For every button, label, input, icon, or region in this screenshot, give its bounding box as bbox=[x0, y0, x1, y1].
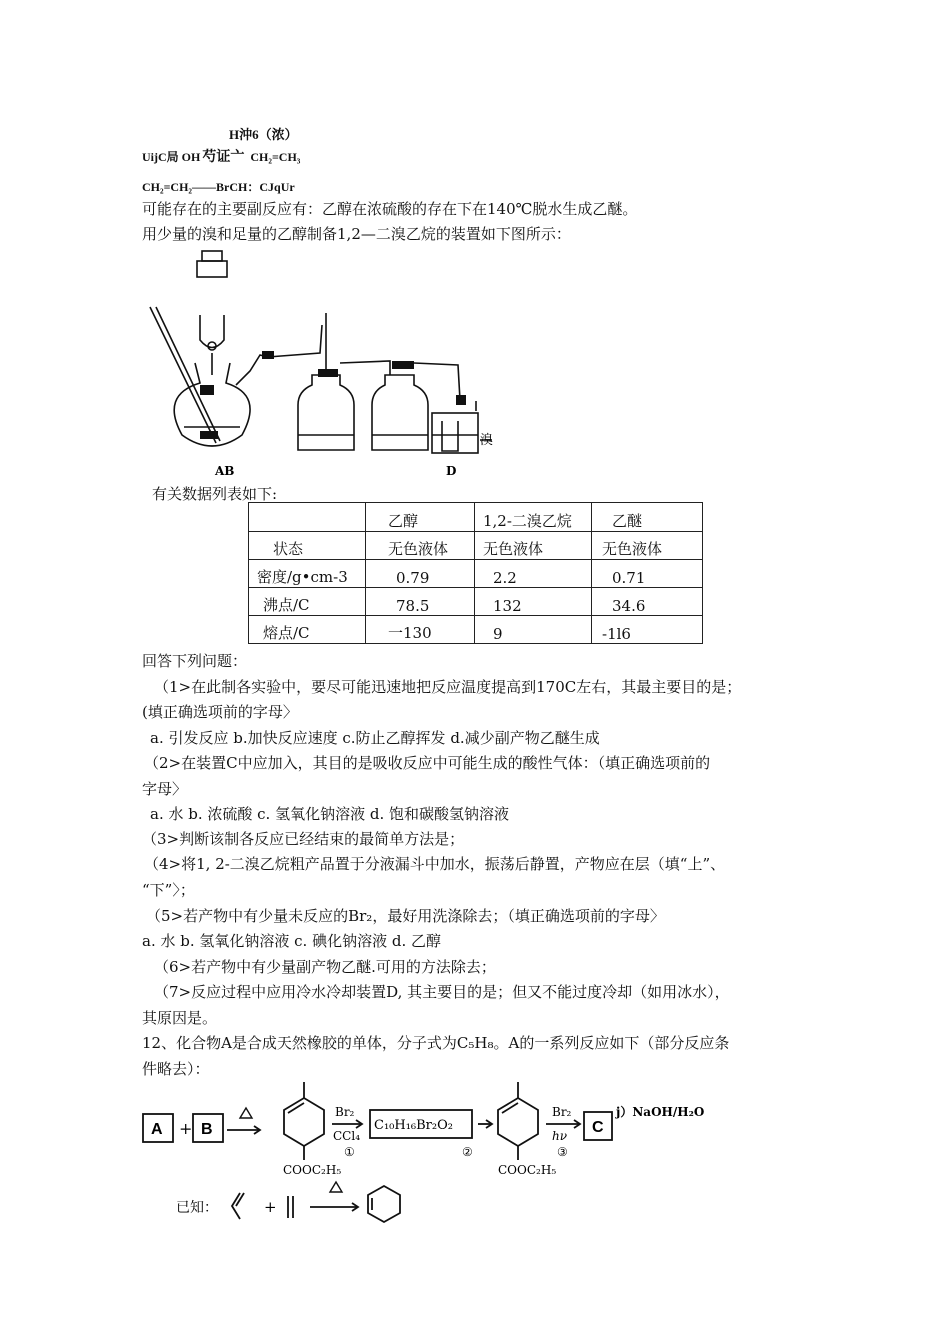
step-2: ② bbox=[462, 1145, 473, 1159]
table-cell: 78.5 bbox=[366, 588, 475, 616]
question-6: （6>若产物中有少量副产物乙醚.可用的方法除去； bbox=[154, 958, 496, 976]
table-intro: 有关数据列表如下: bbox=[152, 485, 278, 503]
known-plus: + bbox=[264, 1198, 277, 1216]
equation-line-3: CH₂=CH₂——BrCH：CJqUr bbox=[142, 180, 295, 194]
label-d: D bbox=[446, 464, 457, 478]
question-2-cont: 字母〉 bbox=[142, 780, 188, 798]
plus-sign: + bbox=[179, 1119, 193, 1138]
table-cell: 一130 bbox=[366, 616, 475, 644]
question-7: （7>反应过程中应用冷水冷却装置D, 其主要目的是；但又不能过度冷却（如用冰水）， bbox=[154, 983, 730, 1001]
properties-table bbox=[248, 502, 703, 644]
step-1: ① bbox=[344, 1145, 355, 1159]
question-4: （4>将1, 2-二溴乙烷粗产品置于分液漏斗中加水，振荡后静置，产物应在层（填“上”、 bbox=[144, 855, 726, 873]
intermediate-formula: C₁₀H₁₆Br₂O₂ bbox=[374, 1118, 453, 1133]
table-cell: 熔点/C bbox=[249, 616, 366, 644]
reagent-3-top: Br₂ bbox=[552, 1105, 572, 1119]
reagent-1-bottom: CCl₄ bbox=[333, 1129, 361, 1143]
table-row bbox=[249, 560, 703, 588]
question-12: 12、化合物A是合成天然橡胶的单体，分子式为C₅H₈。A的一系列反应如下（部分反应条 bbox=[142, 1034, 730, 1052]
question-5: （5>若产物中有少量未反应的Br₂，最好用洗涤除去；（填正确选项前的字母〉 bbox=[146, 907, 665, 925]
question-4-cont: “下”〉； bbox=[142, 881, 195, 899]
table-cell: -1l6 bbox=[592, 616, 703, 644]
table-cell: 密度/g•cm-3 bbox=[249, 560, 366, 588]
reaction-scheme bbox=[140, 1078, 740, 1238]
equation-line-2: UijC局 OH 芍证亠 CH₂=CH₃ bbox=[142, 150, 301, 165]
table-cell: 2.2 bbox=[475, 560, 592, 588]
reagent-1-top: Br₂ bbox=[335, 1105, 355, 1119]
side-reaction-text: 可能存在的主要副反应有：乙醇在浓硫酸的存在下在140℃脱水生成乙醚。 bbox=[142, 200, 638, 218]
table-cell: 0.71 bbox=[592, 560, 703, 588]
table-cell: 沸点/C bbox=[249, 588, 366, 616]
label-ab: AB bbox=[215, 464, 235, 478]
question-12-cont: 件略去）： bbox=[142, 1060, 210, 1078]
question-1: （1>在此制各实验中，要尽可能迅速地把反应温度提高到170C左右，其最主要目的是； bbox=[154, 678, 742, 696]
table-cell: 9 bbox=[475, 616, 592, 644]
question-5-options: a. 水 b. 氢氧化钠溶液 c. 碘化钠溶液 d. 乙醇 bbox=[142, 932, 441, 950]
label-bromine: 溴 bbox=[480, 433, 494, 448]
table-header-cell: 乙醚 bbox=[592, 503, 703, 532]
question-1-options: a. 引发反应 b.加快反应速度 c.防止乙醇挥发 d.减少副产物乙醚生成 bbox=[150, 729, 600, 747]
question-3: （3>判断该制各反应已经结束的最简单方法是； bbox=[142, 830, 465, 848]
table-cell: 无色液体 bbox=[592, 532, 703, 560]
known-label: 已知： bbox=[176, 1200, 218, 1216]
question-7-cont: 其原因是。 bbox=[142, 1009, 218, 1027]
box-c: C bbox=[592, 1119, 604, 1136]
step-3: ③ bbox=[557, 1145, 568, 1159]
table-cell: 无色液体 bbox=[475, 532, 592, 560]
table-header-cell bbox=[249, 503, 366, 532]
table-cell: 34.6 bbox=[592, 588, 703, 616]
table-header-cell: 1,2-二溴乙烷 bbox=[475, 503, 592, 532]
apparatus-diagram bbox=[140, 245, 510, 478]
reagent-3-bottom: hν bbox=[552, 1129, 568, 1143]
questions-intro: 回答下列问题： bbox=[142, 652, 248, 670]
ester-label-2: COOC₂H₅ bbox=[498, 1163, 557, 1177]
box-b: B bbox=[201, 1121, 213, 1138]
table-row bbox=[249, 532, 703, 560]
table-header-cell: 乙醇 bbox=[366, 503, 475, 532]
table-cell: 状态 bbox=[249, 532, 366, 560]
table-cell: 132 bbox=[475, 588, 592, 616]
scheme-tail: j）NaOH/H₂O bbox=[616, 1105, 705, 1119]
table-header-row bbox=[249, 503, 703, 532]
question-2-options: a. 水 b. 浓硫酸 c. 氢氧化钠溶液 d. 饱和碳酸氢钠溶液 bbox=[150, 805, 509, 823]
table-cell: 无色液体 bbox=[366, 532, 475, 560]
ester-label: COOC₂H₅ bbox=[283, 1163, 342, 1177]
table-row bbox=[249, 616, 703, 644]
apparatus-intro-text: 用少量的溴和足量的乙醇制备1,2—二溴乙烷的装置如下图所示： bbox=[142, 225, 571, 243]
table-row bbox=[249, 588, 703, 616]
table-cell: 0.79 bbox=[366, 560, 475, 588]
question-1-cont: (填正确选项前的字母〉 bbox=[142, 703, 298, 721]
equation-line-1: H沖6（浓） bbox=[229, 127, 298, 142]
box-a: A bbox=[151, 1121, 163, 1138]
question-2: （2>在装置C中应加入，其目的是吸收反应中可能生成的酸性气体：（填正确选项前的 bbox=[144, 754, 711, 772]
